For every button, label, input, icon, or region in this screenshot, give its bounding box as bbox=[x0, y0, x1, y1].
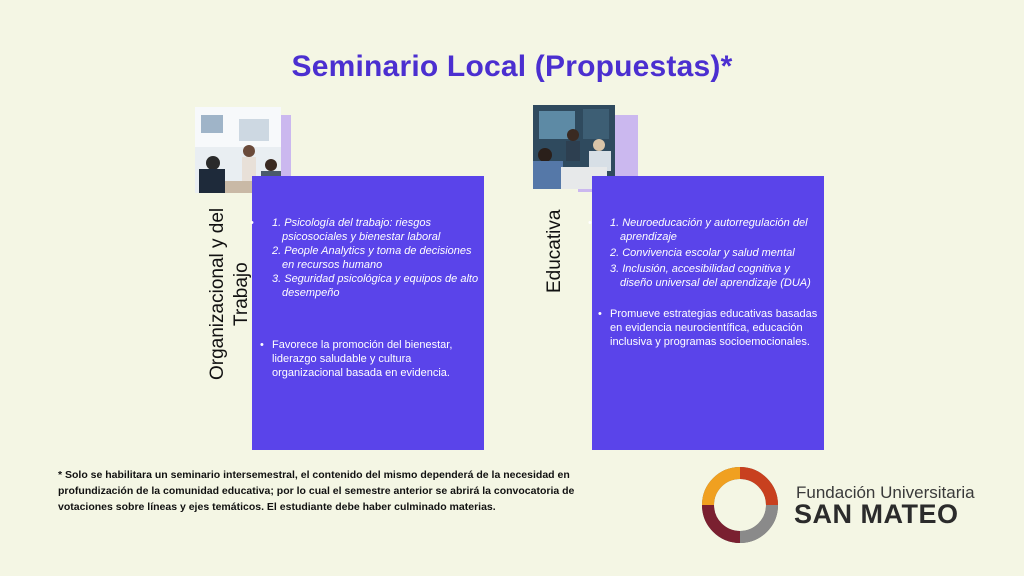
left-topic-1: • 1. Psicología del trabajo: riesgos psicosociales y bienestar laboral bbox=[260, 216, 480, 244]
right-topic-list bbox=[598, 216, 820, 290]
left-topic-2: 2. People Analytics y toma de decisiones en recursos humano bbox=[272, 245, 472, 271]
left-topic-list bbox=[260, 216, 480, 300]
right-topic-1: • 1. Neuroeducación y autorregulación del aprendizaje bbox=[598, 216, 820, 244]
right-topic-3: 3. Inclusión, accesibilidad cognitiva y diseño universal del aprendizaje (DUA) bbox=[610, 263, 811, 289]
footnote: * Solo se habilitara un seminario intersemestral, el contenido del mismo dependerá de la necesidad en profundización de la comunidad educativa; por lo cual el semestre anterior se abrirá la convocatoria de votaciones sobre líneas y ejes temáticos. El estudiante debe haber culminado materias. bbox=[58, 469, 575, 513]
logo-line-1: Fundación Universitaria bbox=[796, 483, 975, 502]
right-summary-list bbox=[598, 307, 820, 349]
university-logo bbox=[700, 465, 980, 545]
left-topic-3: 3. Seguridad psicológica y equipos de alto desempeño bbox=[272, 273, 479, 299]
right-panel bbox=[592, 176, 824, 450]
logo-emblem-icon bbox=[700, 465, 788, 545]
left-summary: • Favorece la promoción del bienestar, liderazgo saludable y cultura organizacional basada en evidencia. bbox=[260, 338, 472, 380]
right-summary: • Promueve estrategias educativas basadas en evidencia neurocientífica, educación inclusiva y programas socioemocionales. bbox=[598, 307, 820, 349]
right-category-label: Educativa bbox=[544, 209, 565, 293]
page-title: Seminario Local (Propuestas)* bbox=[291, 50, 733, 83]
logo-line-2: SAN MATEO bbox=[794, 499, 959, 529]
left-summary-list bbox=[260, 338, 472, 380]
right-topic-2: 2. Convivencia escolar y salud mental bbox=[610, 247, 795, 259]
left-panel bbox=[252, 176, 484, 450]
left-category-label: Organizacional y del Trabajo bbox=[207, 207, 252, 381]
